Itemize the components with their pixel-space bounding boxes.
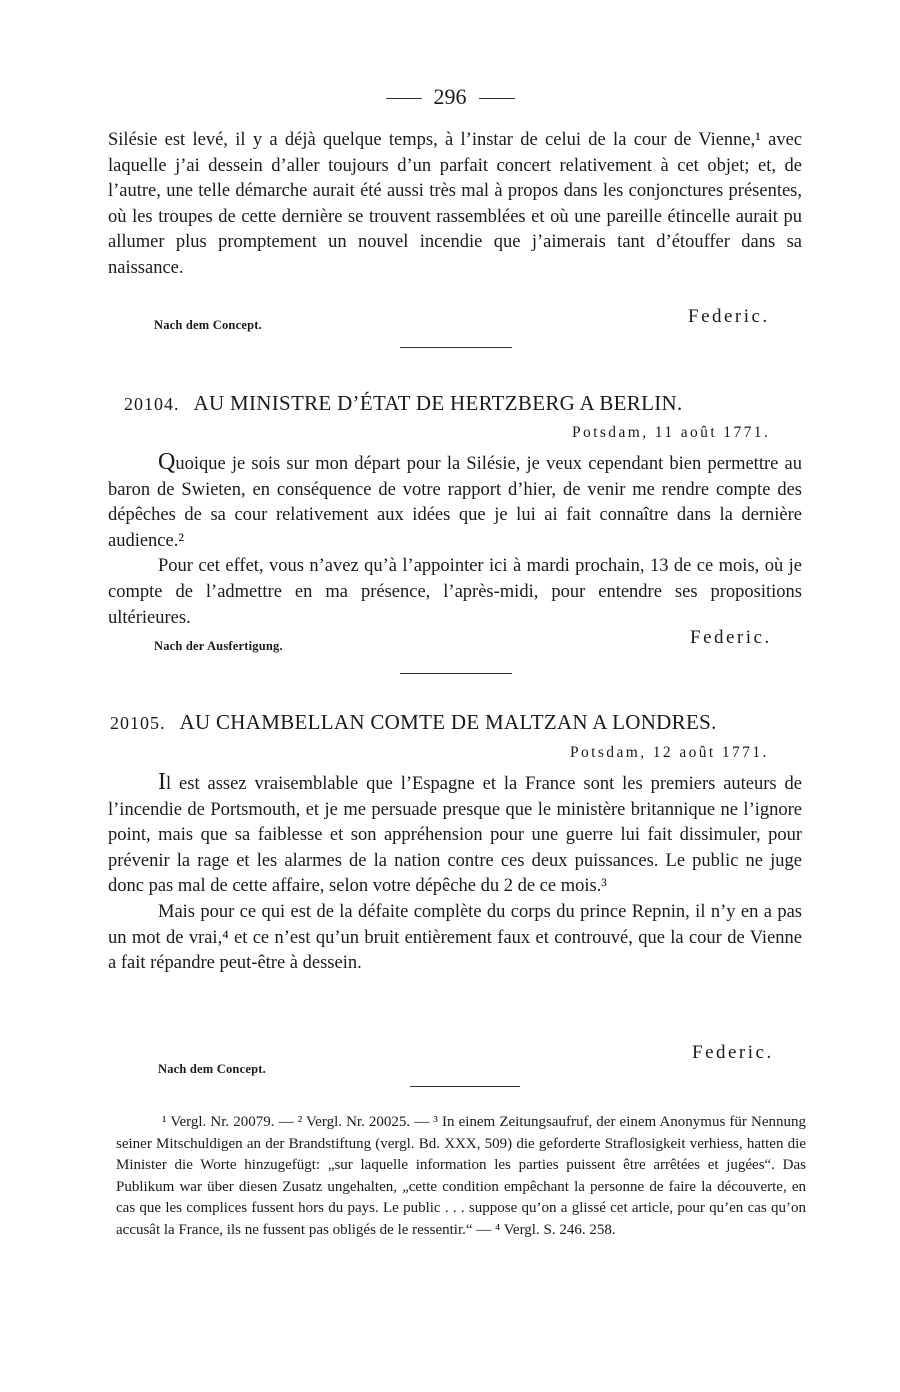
letter-dateline: Potsdam, 11 août 1771. [572, 424, 771, 441]
intro-block [108, 128, 802, 282]
page-number-dash-left [386, 98, 422, 99]
letter-paragraph [108, 770, 802, 900]
letter-paragraph: Pour cet effet, vous n’avez qu’à l’appointer ici à mardi prochain, 13 de ce mois, où je compte de l’admettre en ma présence, l’après-midi, pour entendre ses propositions ultérieures. [108, 556, 802, 628]
letter-paragraph [108, 450, 802, 554]
paragraph-text: uoique je sois sur mon départ pour la Silésie, je veux cependant bien permettre au baron de Swieten, en conséquence de votre rapport d’hier, de venir me rendre compte des dépêches de sa cour relativement aux idées que je lui ai fait connaître dans la dernière audience.² [108, 454, 802, 551]
footnote-divider [410, 1086, 520, 1087]
letter-dateline: Potsdam, 12 août 1771. [570, 744, 769, 761]
footnotes-text: ¹ Vergl. Nr. 20079. — ² Vergl. Nr. 20025. — ³ In einem Zeitungsaufruf, der einem Anonymus für Nennung seiner Mitschuldigen an der Brandstiftung (vergl. Bd. XXX, 509) die geforderte Straflosigkeit verhiess, hatten die Minister die Worte hinzugefügt: „sur laquelle information les parties puissent être arrêtées et jugées“. Das Publikum war über diesen Zusatz ungehalten, „cette condition empêchant la personne de faire la découverte, en cas que les complices fussent hors du pays. Le public . . . suppose qu’on a glissé cet article, pour qu’en cas qu’on accusât la France, ils ne fussent pas obligés de le ressentir.“ — ⁴ Vergl. S. 246. 258. [116, 1114, 806, 1238]
letter-body-20104 [108, 450, 802, 631]
section-divider [400, 347, 512, 348]
letter-title: AU MINISTRE D’ÉTAT DE HERTZBERG A BERLIN. [193, 391, 683, 415]
section-divider [400, 673, 512, 674]
letter-source-note: Nach dem Concept. [158, 1062, 266, 1076]
letter-number: 20104. [124, 394, 180, 414]
intro-paragraph: Silésie est levé, il y a déjà quelque temps, à l’instar de celui de la cour de Vienne,¹ avec laquelle j’ai dessein d’aller toujours d’un parfait concert relativement à cet objet; et, de l’autre, une telle démarche aurait été aussi très mal à propos dans les conjonctures présentes, où les troupes de cette dernière se trouvent rassemblées et où une pareille étincelle aurait pu allumer plus promptement un nouvel incendie que j’aimerais tant d’étouffer dans sa naissance. [108, 130, 802, 278]
footnotes [116, 1112, 806, 1242]
letter-source-note: Nach der Ausfertigung. [154, 639, 283, 653]
intro-signature: Federic. [688, 306, 770, 327]
initial-letter: I [158, 769, 166, 795]
letter-signature: Federic. [690, 627, 772, 648]
letter-signature: Federic. [692, 1042, 774, 1063]
letter-paragraph: Mais pour ce qui est de la défaite complète du corps du prince Repnin, il n’y en a pas un mot de vrai,⁴ et ce n’est qu’un bruit entièrement faux et controuvé, que la cour de Vienne a fait répandre peut-être à dessein. [108, 901, 802, 974]
letter-heading-20104 [124, 391, 804, 416]
letter-body-20105 [108, 770, 802, 977]
letter-number: 20105. [110, 713, 166, 733]
initial-letter: Q [158, 449, 176, 475]
letter-title: AU CHAMBELLAN COMTE DE MALTZAN A LONDRES. [179, 710, 717, 734]
page-number [0, 84, 900, 110]
page-number-text: 296 [433, 84, 467, 109]
letter-heading-20105 [110, 710, 790, 735]
paragraph-text: l est assez vraisemblable que l’Espagne et la France sont les premiers auteurs de l’incendie de Portsmouth, et je me persuade presque que le ministère britannique ne l’ignore point, mais que sa faiblesse et son appréhension pour une guerre lui fait dissimuler, pour prévenir la rage et les alarmes de la nation contre ces deux puissances. Le public ne juge donc pas mal de cette affaire, selon votre dépêche du 2 de ce mois.³ [108, 774, 802, 897]
page-number-dash-right [479, 98, 515, 99]
intro-source-note: Nach dem Concept. [154, 318, 262, 332]
